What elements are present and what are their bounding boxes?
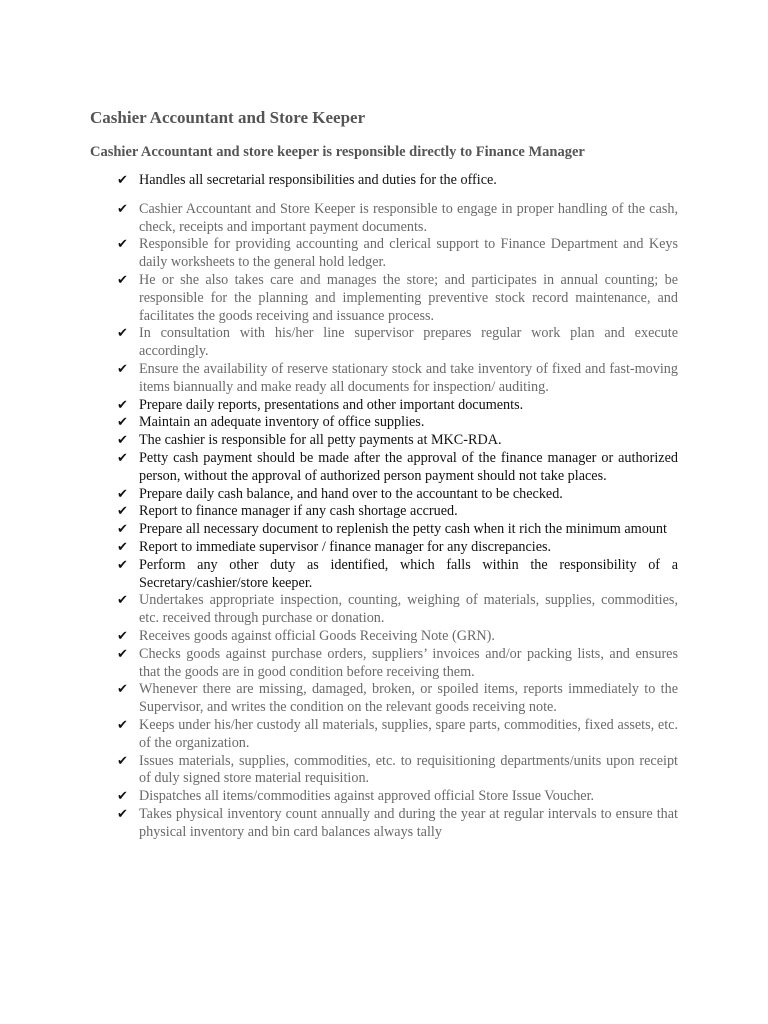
- duty-item: [90, 172, 678, 190]
- duty-item-text: Ensure the availability of reserve stationary stock and take inventory of fixed and fast-moving items biannually and make ready all documents for inspection/ auditing.: [139, 360, 678, 395]
- duty-item: [90, 788, 678, 806]
- check-mark-icon: ✔: [117, 504, 128, 520]
- duty-item: [90, 486, 678, 504]
- check-mark-icon: ✔: [117, 173, 128, 188]
- check-mark-icon: ✔: [117, 682, 128, 698]
- duty-item: [90, 753, 678, 789]
- duty-item-text: Perform any other duty as identified, which falls within the responsibility of a Secretary/cashier/store keeper.: [139, 556, 678, 591]
- duty-item-text: Maintain an adequate inventory of office supplies.: [139, 414, 425, 431]
- duty-item-text: Whenever there are missing, damaged, broken, or spoiled items, reports immediately to the Supervisor, and writes the condition on the relevant goods receiving note.: [139, 681, 678, 716]
- duty-item: [90, 201, 678, 237]
- duty-item: [90, 272, 678, 325]
- duty-item: [90, 628, 678, 646]
- check-mark-icon: ✔: [117, 397, 128, 413]
- duty-item-text: Petty cash payment should be made after the approval of the finance manager or authorized person, without the approval of authorized person payment should not take places.: [139, 449, 678, 484]
- duty-item-text: Handles all secretarial responsibilities and duties for the office.: [139, 172, 497, 188]
- duty-item: [90, 503, 678, 521]
- duty-item: [90, 414, 678, 432]
- duty-item: [90, 717, 678, 753]
- duty-item-text: Prepare all necessary document to replenish the petty cash when it rich the minimum amount: [139, 521, 667, 538]
- check-mark-icon: ✔: [117, 646, 128, 662]
- duty-item-text: Prepare daily reports, presentations and other important documents.: [139, 396, 524, 413]
- check-mark-icon: ✔: [117, 753, 128, 769]
- check-mark-icon: ✔: [117, 415, 128, 431]
- check-mark-icon: ✔: [117, 789, 128, 805]
- duty-item-text: In consultation with his/her line supervisor prepares regular work plan and execute accordingly.: [139, 325, 678, 360]
- duty-item-text: Takes physical inventory count annually and during the year at regular intervals to ensure that physical inventory and bin card balances always tally: [139, 805, 678, 840]
- duty-item: [90, 539, 678, 557]
- duty-item: [90, 325, 678, 361]
- duty-item-text: Undertakes appropriate inspection, counting, weighing of materials, supplies, commodities, etc. received through purchase or donation.: [139, 592, 678, 627]
- duties-list: [90, 172, 678, 841]
- duty-item-text: Report to finance manager if any cash shortage accrued.: [139, 503, 458, 520]
- check-mark-icon: ✔: [117, 539, 128, 555]
- check-mark-icon: ✔: [117, 628, 128, 644]
- duty-item: [90, 557, 678, 593]
- check-mark-icon: ✔: [117, 557, 128, 573]
- check-mark-icon: ✔: [117, 717, 128, 733]
- duty-item: [90, 592, 678, 628]
- duty-item: [90, 681, 678, 717]
- duty-item-text: The cashier is responsible for all petty payments at MKC-RDA.: [139, 432, 502, 449]
- check-mark-icon: ✔: [117, 361, 128, 377]
- check-mark-icon: ✔: [117, 237, 128, 253]
- duty-item-text: Dispatches all items/commodities against approved official Store Issue Voucher.: [139, 788, 595, 805]
- check-mark-icon: ✔: [117, 486, 128, 502]
- duty-item: [90, 521, 678, 539]
- duty-item: [90, 646, 678, 682]
- duty-item-text: Responsible for providing accounting and clerical support to Finance Department and Keys daily worksheets to the general hold ledger.: [139, 236, 678, 271]
- page-subtitle: Cashier Accountant and store keeper is responsible directly to Finance Manager: [90, 144, 585, 160]
- check-mark-icon: ✔: [117, 201, 128, 217]
- duty-item-text: Checks goods against purchase orders, suppliers’ invoices and/or packing lists, and ensures that the goods are in good condition before receiving them.: [139, 645, 678, 680]
- duty-item-text: Keeps under his/her custody all materials, supplies, spare parts, commodities, fixed assets, etc. of the organization.: [139, 716, 678, 751]
- duty-item: [90, 806, 678, 842]
- duty-item: [90, 432, 678, 450]
- duty-item-text: Prepare daily cash balance, and hand over to the accountant to be checked.: [139, 485, 563, 502]
- check-mark-icon: ✔: [117, 326, 128, 342]
- check-mark-icon: ✔: [117, 806, 128, 822]
- duty-item: [90, 236, 678, 272]
- check-mark-icon: ✔: [117, 593, 128, 609]
- check-mark-icon: ✔: [117, 433, 128, 449]
- duty-item-text: Cashier Accountant and Store Keeper is responsible to engage in proper handling of the cash, check, receipts and important payment documents.: [139, 200, 678, 235]
- check-mark-icon: ✔: [117, 522, 128, 538]
- check-mark-icon: ✔: [117, 272, 128, 288]
- duty-item-text: Report to immediate supervisor / finance manager for any discrepancies.: [139, 538, 552, 555]
- duty-item: [90, 397, 678, 415]
- document-page: [90, 107, 678, 841]
- page-title: Cashier Accountant and Store Keeper: [90, 108, 366, 127]
- duty-item-text: Receives goods against official Goods Receiving Note (GRN).: [139, 627, 495, 644]
- duty-item-text: He or she also takes care and manages the store; and participates in annual counting; be responsible for the planning and implementing preventive stock record maintenance, and facilitates the goods receiving and issuance process.: [139, 271, 678, 324]
- check-mark-icon: ✔: [117, 450, 128, 466]
- duty-item: [90, 450, 678, 486]
- duty-item-text: Issues materials, supplies, commodities, etc. to requisitioning departments/units upon receipt of duly signed store material requisition.: [139, 752, 678, 787]
- duty-item: [90, 361, 678, 397]
